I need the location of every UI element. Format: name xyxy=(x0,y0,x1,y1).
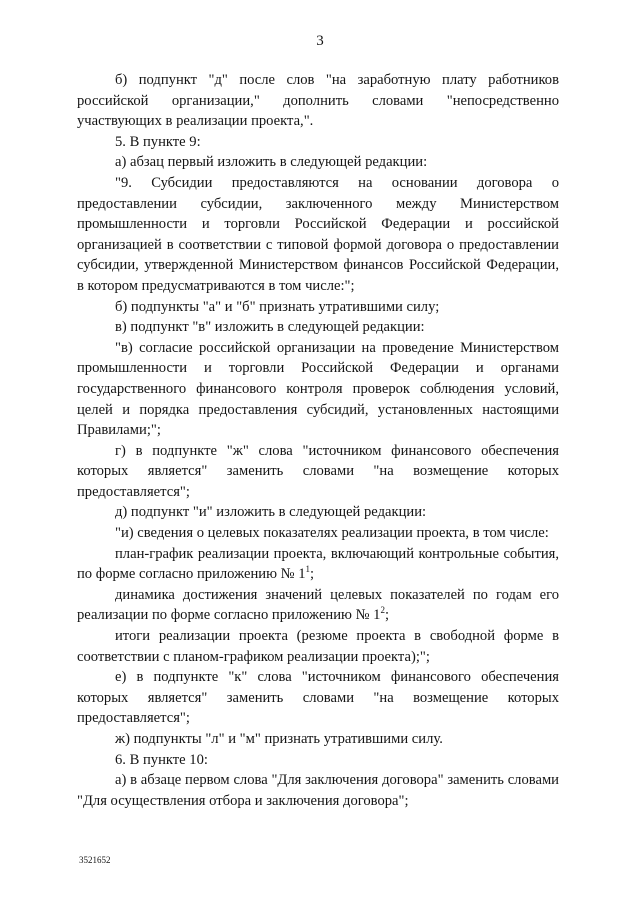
paragraph: "в) согласие российской организации на проведение Министерством промышленности и торговли Российской Федерации и органами государственного финансового контроля проверок соблюдения условий, целей и порядка предоставления субсидий, установленных настоящими Правилами;"; xyxy=(77,339,559,439)
paragraph: д) подпункт "и" изложить в следующей редакции: xyxy=(115,504,427,521)
paragraph: 5. В пункте 9: xyxy=(115,133,201,150)
paragraph-text: план-график реализации проекта, включающий контрольные события, по форме согласно приложению № 1 xyxy=(77,545,559,583)
paragraph-tail: ; xyxy=(384,607,390,624)
footnote-marker: 2 xyxy=(380,605,385,616)
paragraph-with-footnote xyxy=(77,585,559,626)
document-code: 3521652 xyxy=(79,855,111,865)
paragraph: в) подпункт "в" изложить в следующей редакции: xyxy=(115,319,425,336)
paragraph-text: динамика достижения значений целевых показателей по годам его реализации по форме согласно приложению № 1 xyxy=(77,586,559,624)
page-number: 3 xyxy=(316,33,324,49)
paragraph-tail: ; xyxy=(310,566,315,583)
paragraph: ж) подпункты "л" и "м" признать утратившими силу. xyxy=(115,731,443,747)
paragraph: 6. В пункте 10: xyxy=(115,751,208,768)
paragraph: "9. Субсидии предоставляются на основании договора о предоставлении субсидии, заключенного между Министерством промышленности и торговли Российской Федерации и российской организацией в соответствии с типовой формой договора о предоставлении субсидии, утвержденной Министерством финансов Российской Федерации, в котором предусматриваются в том числе:"; xyxy=(77,174,559,294)
paragraph: б) подпункт "д" после слов "на заработную плату работников российской организации," дополнить словами "непосредственно участвующих в реализации проекта,". xyxy=(77,72,559,130)
paragraph: итоги реализации проекта (резюме проекта в свободной форме в соответствии с планом-графиком реализации проекта);"; xyxy=(77,628,559,665)
paragraph: е) в подпункте "к" слова "источником финансового обеспечения которых является" заменить словами "на возмещение которых предоставляется"; xyxy=(77,669,559,727)
document-body xyxy=(77,70,559,811)
paragraph: а) абзац первый изложить в следующей редакции: xyxy=(115,154,428,171)
paragraph: г) в подпункте "ж" слова "источником финансового обеспечения которых является" заменить словами "на возмещение которых предоставляется"; xyxy=(77,442,559,500)
paragraph: а) в абзаце первом слова "Для заключения договора" заменить словами "Для осуществления отбора и заключения договора"; xyxy=(77,772,559,809)
paragraph: б) подпункты "а" и "б" признать утратившими силу; xyxy=(115,298,440,315)
paragraph: "и) сведения о целевых показателях реализации проекта, в том числе: xyxy=(115,525,549,542)
footnote-marker: 1 xyxy=(305,564,310,575)
paragraph-with-footnote xyxy=(77,544,559,585)
